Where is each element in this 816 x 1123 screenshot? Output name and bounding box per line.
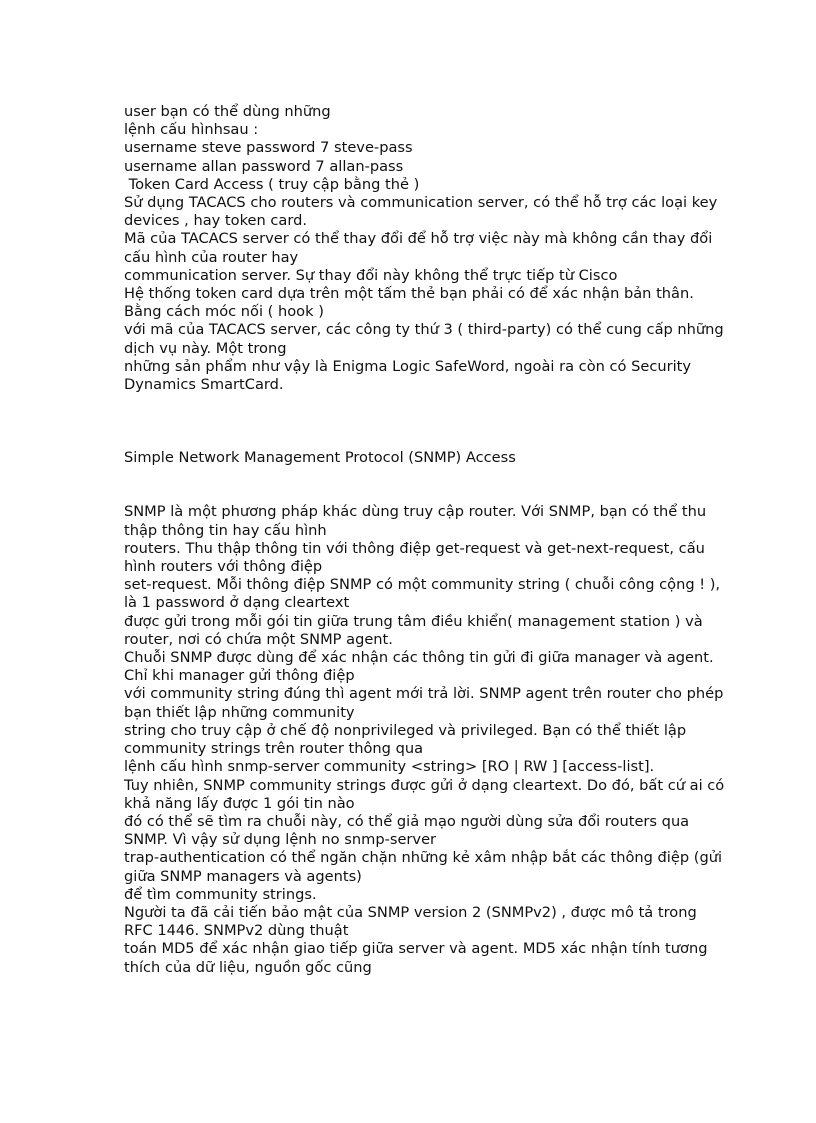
section-heading: Simple Network Management Protocol (SNMP) Access (124, 449, 516, 467)
text-line: SNMP. Vì vậy sử dụng lệnh no snmp-server (124, 831, 437, 849)
text-line: username allan password 7 allan-pass (124, 157, 404, 175)
text-line: khả năng lấy được 1 gói tin nào (124, 794, 355, 812)
text-line: routers. Thu thập thông tin với thông điệp get-request và get-next-request, cấu (124, 539, 705, 557)
spacer (124, 394, 744, 449)
text-line: được gửi trong mỗi gói tin giữa trung tâm điều khiển( management station ) và (124, 612, 703, 630)
text-line: bạn thiết lập những community (124, 703, 355, 721)
text-line: toán MD5 để xác nhận giao tiếp giữa server và agent. MD5 xác nhận tính tương (124, 940, 708, 958)
text-line: Sử dụng TACACS cho routers và communication server, có thể hỗ trợ các loại key (124, 194, 718, 212)
text-line: với community string đúng thì agent mới trả lời. SNMP agent trên router cho phép (124, 685, 724, 703)
text-line: username steve password 7 steve-pass (124, 139, 413, 157)
text-line: Chuỗi SNMP được dùng để xác nhận các thông tin gửi đi giữa manager và agent. (124, 649, 714, 667)
document-body (124, 103, 744, 977)
text-line: Chỉ khi manager gửi thông điệp (124, 667, 355, 685)
text-line: Người ta đã cải tiến bảo mật của SNMP version 2 (SNMPv2) , được mô tả trong (124, 903, 697, 921)
text-line: Dynamics SmartCard. (124, 376, 284, 394)
snmp-paragraph (124, 503, 744, 976)
text-line: dịch vụ này. Một trong (124, 339, 287, 357)
text-line: là 1 password ở dạng cleartext (124, 594, 350, 612)
text-line: giữa SNMP managers và agents) (124, 867, 362, 885)
text-line: communication server. Sự thay đổi này không thể trực tiếp từ Cisco (124, 266, 618, 284)
text-line: cấu hình của router hay (124, 248, 299, 266)
text-line: string cho truy cập ở chế độ nonprivileged và privileged. Bạn có thể thiết lập (124, 721, 687, 739)
text-line: hình routers với thông điệp (124, 558, 323, 576)
text-line: thập thông tin hay cấu hình (124, 521, 327, 539)
text-line: SNMP là một phương pháp khác dùng truy cập router. Với SNMP, bạn có thể thu (124, 503, 707, 521)
intro-paragraph (124, 103, 744, 394)
text-line: để tìm community strings. (124, 885, 317, 903)
text-line: set-request. Mỗi thông điệp SNMP có một community string ( chuỗi công cộng ! ), (124, 576, 721, 594)
text-line: Mã của TACACS server có thể thay đổi để hỗ trợ việc này mà không cần thay đổi (124, 230, 713, 248)
text-line: RFC 1446. SNMPv2 dùng thuật (124, 922, 349, 940)
text-line: những sản phẩm như vậy là Enigma Logic SafeWord, ngoài ra còn có Security (124, 357, 692, 375)
text-line: Hệ thống token card dựa trên một tấm thẻ bạn phải có để xác nhận bản thân. (124, 285, 694, 303)
text-line: devices , hay token card. (124, 212, 307, 230)
text-line: user bạn có thể dùng những (124, 103, 331, 120)
text-line: Tuy nhiên, SNMP community strings được gửi ở dạng cleartext. Do đó, bất cứ ai có (124, 776, 725, 794)
spacer (124, 467, 744, 503)
text-line: Bằng cách móc nối ( hook ) (124, 303, 324, 321)
text-line: thích của dữ liệu, nguồn gốc cũng (124, 958, 372, 976)
text-line: đó có thể sẽ tìm ra chuỗi này, có thể giả mạo người dùng sửa đổi routers qua (124, 812, 690, 830)
text-line: trap-authentication có thể ngăn chặn những kẻ xâm nhập bắt các thông điệp (gửi (124, 849, 723, 867)
text-line: lệnh cấu hình snmp-server community <string> [RO | RW ] [access-list]. (124, 758, 655, 776)
text-line: router, nơi có chứa một SNMP agent. (124, 630, 393, 648)
text-line: lệnh cấu hìnhsau : (124, 121, 259, 139)
text-line: community strings trên router thông qua (124, 740, 424, 758)
text-line: Token Card Access ( truy cập bằng thẻ ) (124, 175, 420, 193)
text-line: với mã của TACACS server, các công ty thứ 3 ( third-party) có thể cung cấp những (124, 321, 724, 339)
